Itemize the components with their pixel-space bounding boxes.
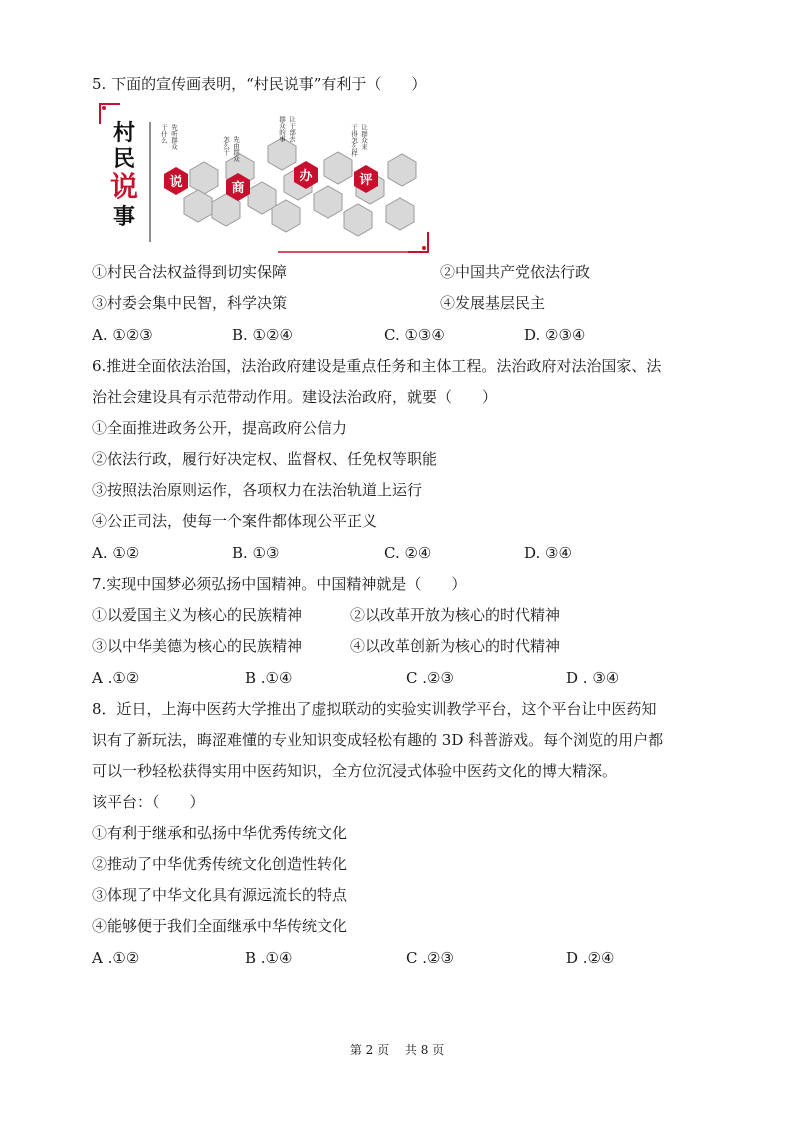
q5-item: ②中国共产党依法行政 [440, 263, 591, 281]
q5-item: ④发展基层民主 [440, 294, 546, 312]
hex-label: 说 [169, 175, 183, 190]
hex-label: 办 [299, 169, 313, 184]
hex-photo [184, 190, 212, 222]
frame-dot-top-left [102, 106, 106, 110]
hexagon-collage [184, 138, 416, 236]
q5-option-b[interactable]: B. ①②④ [232, 326, 293, 344]
poster-caption: 先由群众 [232, 136, 240, 162]
hex-photo [324, 152, 352, 184]
q5-stem: 5. 下面的宣传画表明，“村民说事”有利于（ ） [92, 75, 427, 93]
poster-caption: 怎么干 [222, 136, 230, 156]
page-total: 共 8 页 [404, 1043, 445, 1057]
hex-photo [386, 198, 414, 230]
q7-item: ②以改革开放为核心的时代精神 [350, 606, 561, 624]
propaganda-poster [98, 102, 430, 254]
poster-caption: 先听群众 [170, 124, 178, 150]
hex-photo [388, 154, 416, 186]
q7-item: ③以中华美德为核心的民族精神 [92, 637, 303, 655]
hex-label: 评 [359, 173, 373, 188]
q6-option-c[interactable]: C. ②④ [384, 544, 432, 562]
hex-photo [314, 186, 342, 218]
q6-item: ①全面推进政务公开，提高政府公信力 [92, 419, 348, 437]
q7-option-c[interactable]: C .②③ [406, 669, 454, 687]
q7-item: ①以爱国主义为核心的民族精神 [92, 606, 303, 624]
q6-item: ③按照法治原则运作，各项权力在法治轨道上运行 [92, 481, 423, 499]
q8-item: ④能够便于我们全面继承中华传统文化 [92, 917, 348, 935]
page-footer [0, 1042, 794, 1058]
q8-option-d[interactable]: D .②④ [566, 949, 615, 967]
q8-stem-line: 该平台：（ ） [92, 793, 205, 811]
q7-option-a[interactable]: A .①② [92, 669, 140, 687]
poster-title-char-highlight: 说 [109, 170, 139, 203]
q8-option-a[interactable]: A .①② [92, 949, 140, 967]
q6-stem-line: 6.推进全面依法治国，法治政府建设是重点任务和主体工程。法治政府对法治国家、法 [92, 357, 662, 375]
hex-photo [344, 204, 372, 236]
q8-option-b[interactable]: B .①④ [245, 949, 293, 967]
q8-stem-line: 可以一秒轻松获得实用中医药知识，全方位沉浸式体验中医药文化的博大精深。 [92, 762, 618, 780]
page-number: 第 2 页 [349, 1043, 390, 1057]
poster-caption: 干得怎么样 [350, 124, 358, 157]
q5-item: ①村民合法权益得到切实保障 [92, 263, 288, 281]
q7-stem: 7.实现中国梦必须弘扬中国精神。中国精神就是（ ） [92, 575, 467, 593]
q5-option-a[interactable]: A. ①②③ [92, 326, 153, 344]
poster-caption: 群众的事 [278, 116, 286, 142]
q8-item: ①有利于继承和弘扬中华优秀传统文化 [92, 824, 348, 842]
poster-caption: 让干部去 [288, 116, 296, 142]
poster-title-char: 村 [112, 120, 136, 146]
frame-dot-bottom-right [422, 246, 426, 250]
q6-item: ②依法行政，履行好决定权、监督权、任免权等职能 [92, 450, 438, 468]
poster-caption: 干什么 [160, 124, 168, 144]
q8-stem-line: 8．近日，上海中医药大学推出了虚拟联动的实验实训教学平台，这个平台让中医药知 [92, 700, 657, 718]
q8-option-c[interactable]: C .②③ [406, 949, 454, 967]
q8-stem-line: 识有了新玩法，晦涩难懂的专业知识变成轻松有趣的 3D 科普游戏。每个浏览的用户都 [92, 731, 664, 749]
q7-item: ④以改革创新为核心的时代精神 [350, 637, 561, 655]
q5-option-c[interactable]: C. ①③④ [384, 326, 445, 344]
q6-option-a[interactable]: A. ①② [92, 544, 140, 562]
poster-caption: 让群众来 [360, 124, 368, 150]
q5-item: ③村委会集中民智，科学决策 [92, 294, 288, 312]
q6-option-d[interactable]: D. ③④ [524, 544, 572, 562]
q6-option-b[interactable]: B. ①③ [232, 544, 280, 562]
hex-photo [190, 162, 218, 194]
q7-option-b[interactable]: B .①④ [245, 669, 293, 687]
q8-item: ③体现了中华文化具有源远流长的特点 [92, 886, 348, 904]
q6-stem-line: 治社会建设具有示范带动作用。建设法治政府，就要（ ） [92, 388, 498, 406]
poster-title-char: 民 [112, 146, 136, 172]
q5-option-d[interactable]: D. ②③④ [524, 326, 586, 344]
hex-photo [268, 138, 296, 170]
q6-item: ④公正司法，使每一个案件都体现公平正义 [92, 512, 378, 530]
poster-title-char: 事 [112, 204, 136, 230]
q7-option-d[interactable]: D . ③④ [566, 669, 620, 687]
q8-item: ②推动了中华优秀传统文化创造性转化 [92, 855, 348, 873]
hex-label: 商 [231, 181, 245, 196]
